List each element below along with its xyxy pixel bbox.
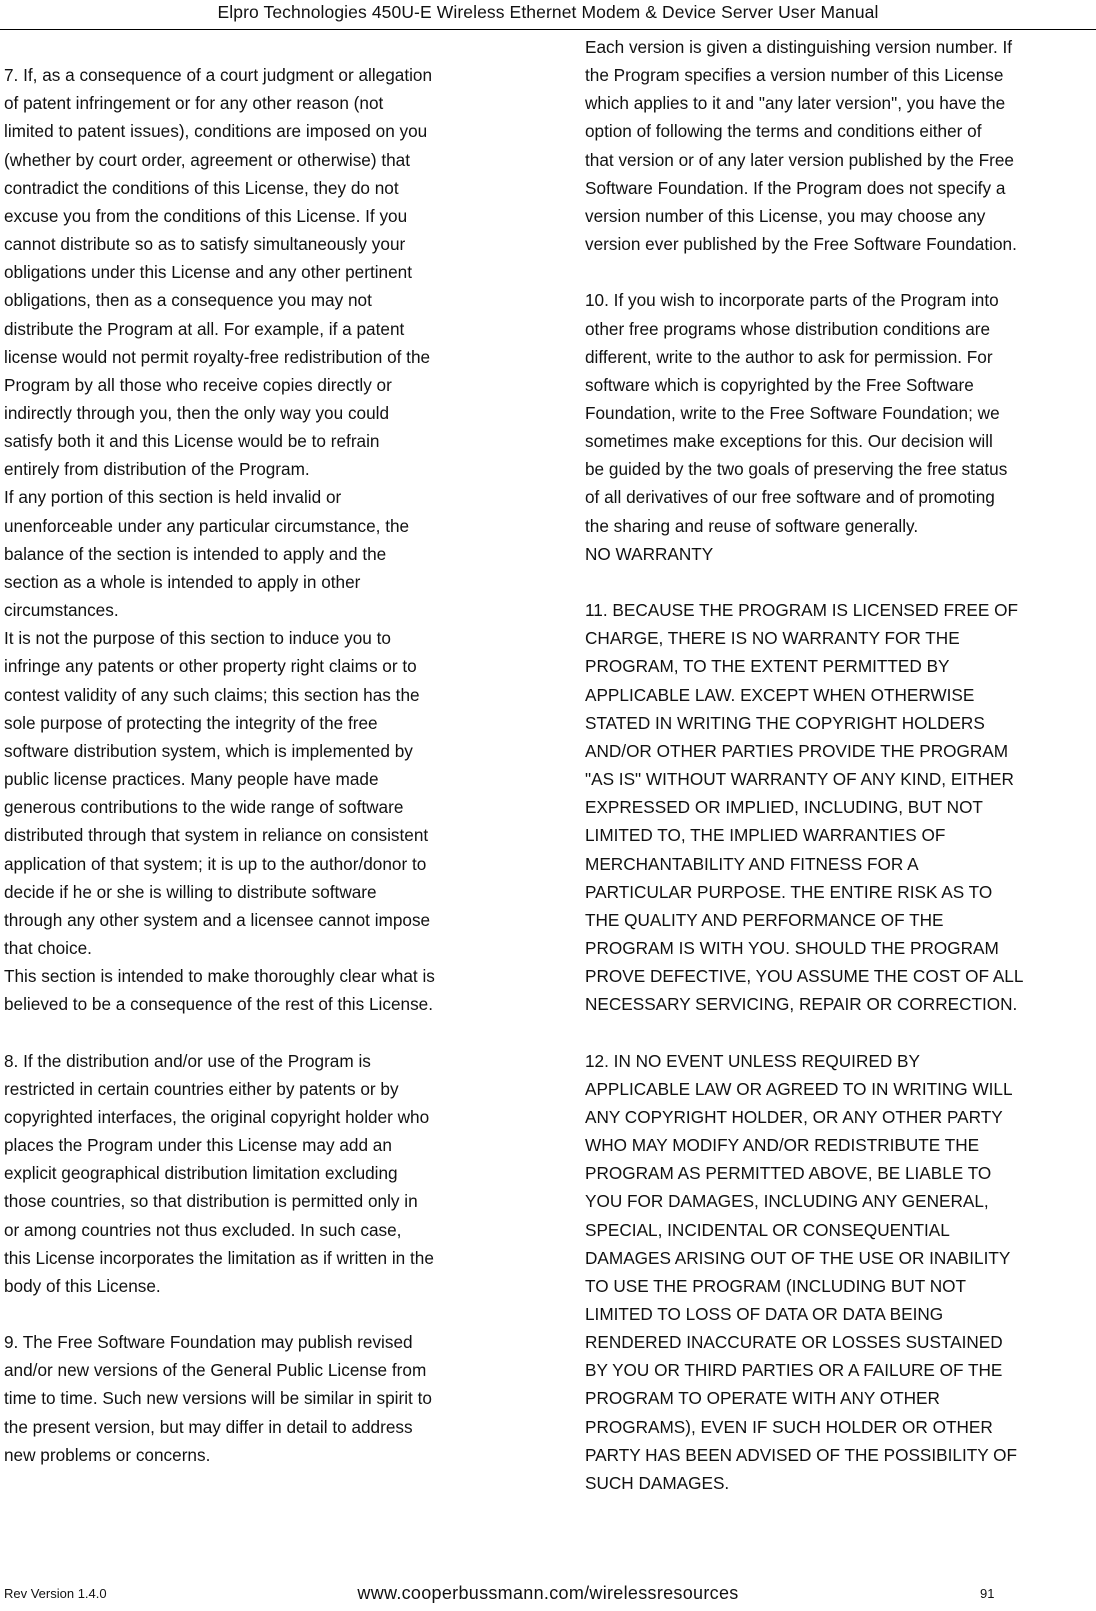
right-column: [585, 33, 1093, 1497]
text-line: which applies to it and "any later version", you have the: [585, 93, 1006, 114]
text-line: RENDERED INACCURATE OR LOSSES SUSTAINED: [585, 1332, 1003, 1353]
text-line: BY YOU OR THIRD PARTIES OR A FAILURE OF THE: [585, 1360, 1003, 1381]
text-line: STATED IN WRITING THE COPYRIGHT HOLDERS: [585, 712, 985, 733]
text-line: indirectly through you, then the only way you could: [4, 403, 390, 424]
text-line: restricted in certain countries either by patents or by: [4, 1078, 399, 1099]
text-line: the present version, but may differ in detail to address: [4, 1416, 413, 1437]
text-line: cannot distribute so as to satisfy simultaneously your: [4, 234, 406, 255]
text-line: 7. If, as a consequence of a court judgment or allegation: [4, 65, 433, 86]
text-line: PROGRAM, TO THE EXTENT PERMITTED BY: [585, 656, 950, 677]
text-line: sole purpose of protecting the integrity of the free: [4, 712, 378, 733]
text-line: unenforceable under any particular circumstance, the: [4, 515, 410, 536]
text-line: 12. IN NO EVENT UNLESS REQUIRED BY: [585, 1050, 920, 1071]
text-line: Foundation, write to the Free Software Foundation; we: [585, 403, 1000, 424]
text-line: PROGRAM IS WITH YOU. SHOULD THE PROGRAM: [585, 937, 999, 958]
text-line: YOU FOR DAMAGES, INCLUDING ANY GENERAL,: [585, 1191, 989, 1212]
text-line: SPECIAL, INCIDENTAL OR CONSEQUENTIAL: [585, 1219, 950, 1240]
text-line: PROGRAM TO OPERATE WITH ANY OTHER: [585, 1388, 940, 1409]
text-line: WHO MAY MODIFY AND/OR REDISTRIBUTE THE: [585, 1135, 980, 1156]
text-line: 9. The Free Software Foundation may publish revised: [4, 1332, 413, 1353]
text-line: If any portion of this section is held invalid or: [4, 487, 342, 508]
text-line: PROVE DEFECTIVE, YOU ASSUME THE COST OF ALL: [585, 966, 1024, 987]
page-number: 91: [980, 1586, 995, 1601]
text-line: this License incorporates the limitation as if written in the: [4, 1247, 434, 1268]
text-line: circumstances.: [4, 600, 119, 621]
text-line: balance of the section is intended to apply and the: [4, 543, 387, 564]
text-line: This section is intended to make thoroughly clear what is: [4, 966, 435, 987]
text-line: satisfy both it and this License would be to refrain: [4, 431, 380, 452]
text-line: version ever published by the Free Software Foundation.: [585, 234, 1017, 255]
footer-link[interactable]: [0, 1582, 1096, 1604]
text-line: decide if he or she is willing to distribute software: [4, 881, 377, 902]
text-line: distributed through that system in reliance on consistent: [4, 825, 429, 846]
text-line: AND/OR OTHER PARTIES PROVIDE THE PROGRAM: [585, 740, 1009, 761]
text-line: SUCH DAMAGES.: [585, 1472, 730, 1493]
text-line: Program by all those who receive copies directly or: [4, 374, 392, 395]
text-line: or among countries not thus excluded. In such case,: [4, 1219, 402, 1240]
text-line: 10. If you wish to incorporate parts of the Program into: [585, 290, 999, 311]
text-line: those countries, so that distribution is permitted only in: [4, 1191, 418, 1212]
text-line: [4, 1300, 524, 1328]
text-line: LIMITED TO LOSS OF DATA OR DATA BEING: [585, 1303, 944, 1324]
text-line: Each version is given a distinguishing version number. If: [585, 37, 1013, 57]
text-line: PARTICULAR PURPOSE. THE ENTIRE RISK AS TO: [585, 881, 993, 902]
text-line: [585, 568, 1093, 596]
text-line: LIMITED TO, THE IMPLIED WARRANTIES OF: [585, 825, 946, 846]
text-line: obligations under this License and any other pertinent: [4, 262, 413, 283]
text-line: section as a whole is intended to apply in other: [4, 571, 361, 592]
text-line: APPLICABLE LAW OR AGREED TO IN WRITING WILL: [585, 1078, 1013, 1099]
text-line: sometimes make exceptions for this. Our decision will: [585, 431, 993, 452]
text-line: application of that system; it is up to the author/donor to: [4, 853, 427, 874]
text-line: option of following the terms and conditions either of: [585, 121, 982, 142]
text-line: generous contributions to the wide range of software: [4, 797, 404, 818]
text-line: be guided by the two goals of preserving the free status: [585, 459, 1008, 480]
text-line: DAMAGES ARISING OUT OF THE USE OR INABILITY: [585, 1247, 1011, 1268]
text-line: "AS IS" WITHOUT WARRANTY OF ANY KIND, EITHER: [585, 769, 1014, 790]
footer-url-text: www.cooperbussmann.com/wirelessresources: [357, 1583, 739, 1603]
text-line: different, write to the author to ask for permission. For: [585, 346, 993, 367]
text-line: Software Foundation. If the Program does not specify a: [585, 177, 1006, 198]
text-line: software which is copyrighted by the Free Software: [585, 374, 974, 395]
text-line: believed to be a consequence of the rest of this License.: [4, 994, 434, 1015]
text-line: TO USE THE PROGRAM (INCLUDING BUT NOT: [585, 1275, 967, 1296]
text-line: of patent infringement or for any other reason (not: [4, 93, 384, 114]
text-line: license would not permit royalty-free redistribution of the: [4, 346, 431, 367]
text-line: version number of this License, you may choose any: [585, 205, 986, 226]
text-line: the sharing and reuse of software generally.: [585, 515, 919, 536]
text-line: APPLICABLE LAW. EXCEPT WHEN OTHERWISE: [585, 684, 975, 705]
text-line: PARTY HAS BEEN ADVISED OF THE POSSIBILITY OF: [585, 1444, 1018, 1465]
text-line: CHARGE, THERE IS NO WARRANTY FOR THE: [585, 628, 960, 649]
text-line: new problems or concerns.: [4, 1444, 211, 1465]
text-line: NECESSARY SERVICING, REPAIR OR CORRECTION.: [585, 994, 1018, 1015]
page-header: [0, 0, 1096, 30]
text-line: explicit geographical distribution limitation excluding: [4, 1163, 398, 1184]
text-line: EXPRESSED OR IMPLIED, INCLUDING, BUT NOT: [585, 797, 983, 818]
text-line: [585, 258, 1093, 286]
text-line: PROGRAM AS PERMITTED ABOVE, BE LIABLE TO: [585, 1163, 992, 1184]
text-line: NO WARRANTY: [585, 543, 714, 564]
text-line: [4, 33, 524, 61]
text-line: and/or new versions of the General Public License from: [4, 1360, 427, 1381]
text-line: MERCHANTABILITY AND FITNESS FOR A: [585, 853, 919, 874]
text-line: time to time. Such new versions will be similar in spirit to: [4, 1388, 432, 1409]
text-line: infringe any patents or other property right claims or to: [4, 656, 417, 677]
text-line: places the Program under this License may add an: [4, 1135, 392, 1156]
text-line: ANY COPYRIGHT HOLDER, OR ANY OTHER PARTY: [585, 1106, 1003, 1127]
text-line: THE QUALITY AND PERFORMANCE OF THE: [585, 909, 944, 930]
text-line: distribute the Program at all. For example, if a patent: [4, 318, 405, 339]
text-line: obligations, then as a consequence you may not: [4, 290, 372, 311]
text-line: that version or of any later version published by the Free: [585, 149, 1014, 170]
text-line: public license practices. Many people have made: [4, 769, 379, 790]
text-line: copyrighted interfaces, the original copyright holder who: [4, 1106, 430, 1127]
left-column: [4, 33, 524, 1469]
text-line: that choice.: [4, 937, 92, 958]
text-line: PROGRAMS), EVEN IF SUCH HOLDER OR OTHER: [585, 1416, 993, 1437]
text-line: through any other system and a licensee cannot impose: [4, 909, 431, 930]
text-line: entirely from distribution of the Program.: [4, 459, 310, 480]
manual-title: Elpro Technologies 450U-E Wireless Ethernet Modem & Device Server User Manual: [217, 2, 879, 22]
text-line: of all derivatives of our free software and of promoting: [585, 487, 995, 508]
revision-version: Rev Version 1.4.0: [4, 1586, 107, 1601]
text-line: [4, 1018, 524, 1046]
text-line: body of this License.: [4, 1275, 161, 1296]
text-line: other free programs whose distribution conditions are: [585, 318, 991, 339]
text-line: contest validity of any such claims; this section has the: [4, 684, 420, 705]
text-line: It is not the purpose of this section to induce you to: [4, 628, 391, 649]
text-line: [585, 1018, 1093, 1046]
text-line: limited to patent issues), conditions are imposed on you: [4, 121, 428, 142]
text-line: software distribution system, which is implemented by: [4, 740, 413, 761]
text-line: (whether by court order, agreement or otherwise) that: [4, 149, 411, 170]
text-line: excuse you from the conditions of this License. If you: [4, 205, 408, 226]
text-line: contradict the conditions of this License, they do not: [4, 177, 399, 198]
text-line: 8. If the distribution and/or use of the Program is: [4, 1050, 371, 1071]
text-line: the Program specifies a version number of this License: [585, 65, 1004, 86]
text-line: 11. BECAUSE THE PROGRAM IS LICENSED FREE OF: [585, 600, 1018, 621]
